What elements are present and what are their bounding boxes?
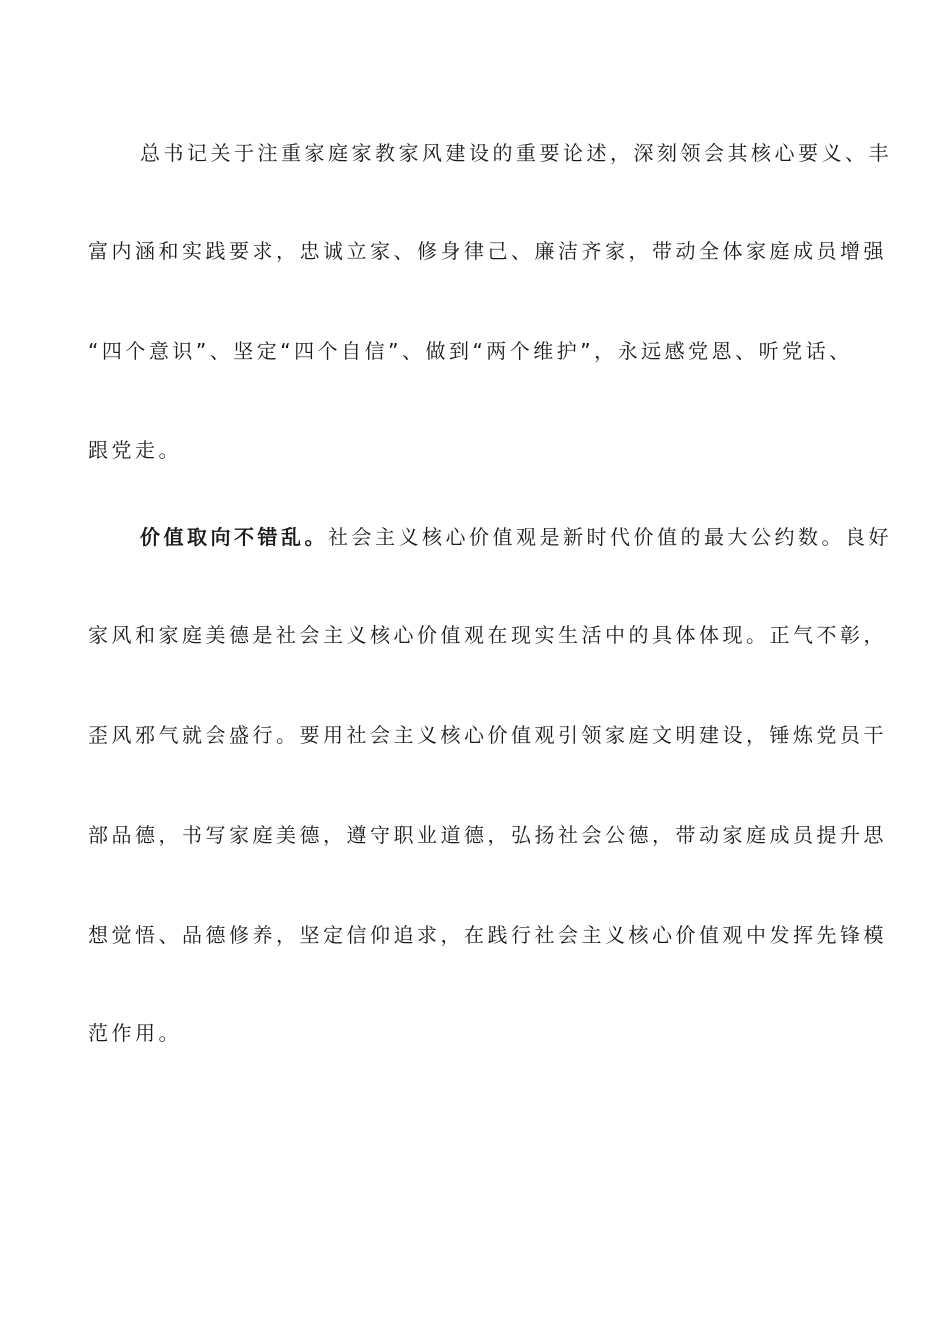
text-line: 富内涵和实践要求，忠诚立家、修身律己、廉洁齐家，带动全体家庭成员增强 xyxy=(88,239,887,263)
section-heading: 价值取向不错乱。 xyxy=(140,525,328,549)
heading-sentence: 社会主义核心价值观是新时代价值的最大公约数。良好 xyxy=(328,525,892,549)
text-line xyxy=(140,522,892,552)
text-line: 歪风邪气就会盛行。要用社会主义核心价值观引领家庭文明建设，锤炼党员干 xyxy=(88,723,887,747)
text-line: 家风和家庭美德是社会主义核心价值观在现实生活中的具体体现。正气不彰， xyxy=(88,623,887,647)
text-line: 想觉悟、品德修养，坚定信仰追求，在践行社会主义核心价值观中发挥先锋模 xyxy=(88,923,887,947)
text-line: 范作用。 xyxy=(88,1021,182,1045)
text-line: 部品德，书写家庭美德，遵守职业道德，弘扬社会公德，带动家庭成员提升思 xyxy=(88,823,887,847)
text-line: 总书记关于注重家庭家教家风建设的重要论述，深刻领会其核心要义、丰 xyxy=(140,141,892,165)
text-line: 跟党走。 xyxy=(88,438,182,462)
text-line: “四个意识”、坚定“四个自信”、做到“两个维护”，永远感党恩、听党话、 xyxy=(88,339,853,363)
